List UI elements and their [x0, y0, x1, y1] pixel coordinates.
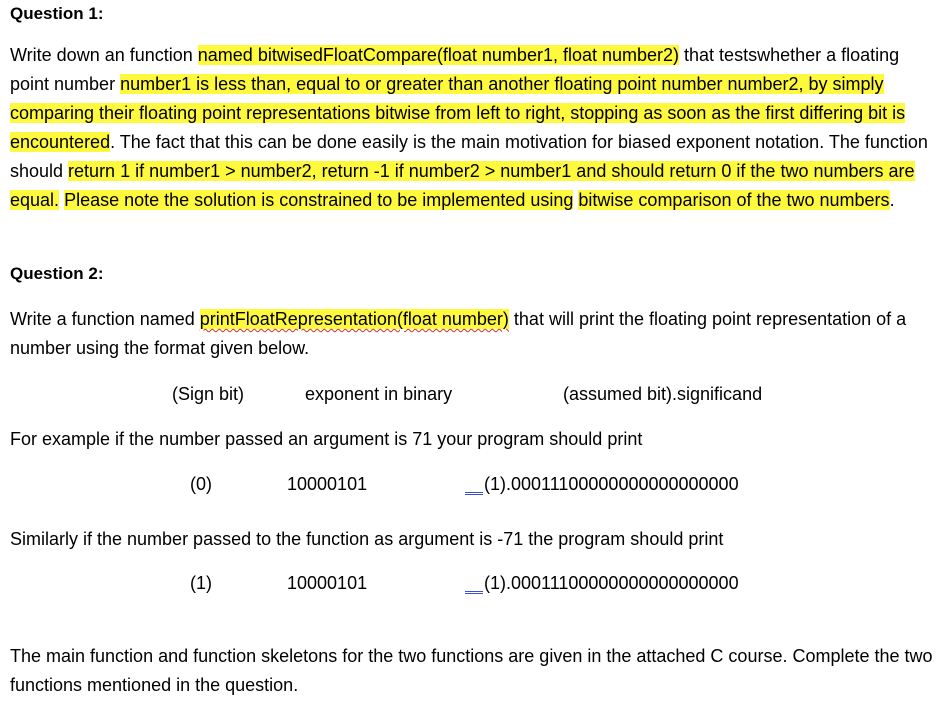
- q2-intro-text-b: that will print the floating point representation of a number using the format given below.: [10, 309, 907, 358]
- example-2-intro: Similarly if the number passed to the function as argument is -71 the program should print: [10, 529, 724, 549]
- example-1-intro: For example if the number passed an argument is 71 your program should print: [10, 429, 643, 449]
- question-2-intro: [10, 305, 942, 363]
- question-1-heading: Question 1:: [10, 4, 104, 23]
- q1-highlight-description: number1 is less than, equal to or greater than another floating point number number2, by simply comparing their floating point representations bitwise from left to right, stopping as soon as the first differing bit is encountered: [10, 74, 906, 152]
- example-1-significand-group: [465, 474, 739, 495]
- q2-intro-text-a: Write a function named: [10, 309, 200, 329]
- format-exponent: exponent in binary: [305, 384, 453, 404]
- example-1-sign: (0): [190, 474, 212, 494]
- example-1-exponent: 10000101: [287, 474, 368, 494]
- example-2-sign: (1): [190, 573, 212, 593]
- q1-highlight-return-values: return 1 if number1 > number2, return -1 if number2 > number1 and should return 0 if the two numbers are equal.: [10, 161, 915, 210]
- closing-paragraph: The main function and function skeletons for the two functions are given in the attached C course. Complete the two functions mentioned in the question.: [10, 646, 933, 695]
- q1-highlight-function-name: named bitwisedFloatCompare(float number1, float number2): [197, 45, 680, 65]
- q1-highlight-constraint: Please note the solution is constrained to be implemented using: [64, 190, 574, 210]
- q1-highlight-bitwise: bitwise comparison of the two numbers: [578, 190, 890, 210]
- q1-text-4: . The fact that this can be done easily is the main motivation for biased exponent notation. The function should: [10, 132, 928, 181]
- anchor-mark-icon: [465, 478, 483, 495]
- example-1-significand: (1).00011100000000000000000: [484, 474, 739, 494]
- format-sign-bit: (Sign bit): [172, 384, 245, 404]
- q2-highlight-function-name: printFloatRepresentation(float number): [199, 309, 509, 329]
- example-2-significand-group: [465, 573, 739, 594]
- example-2-significand: (1).00011100000000000000000: [484, 573, 739, 593]
- q1-text-7: .: [889, 190, 895, 210]
- question-2-heading: Question 2:: [10, 264, 104, 283]
- example-2-exponent: 10000101: [287, 573, 368, 593]
- q1-text-1: Write down an function: [10, 45, 198, 65]
- q1-text-3: whether a floating point number: [10, 45, 900, 94]
- question-1-body: [10, 41, 942, 215]
- anchor-mark-icon: [465, 577, 483, 594]
- format-significand: (assumed bit).significand: [563, 384, 763, 404]
- q1-text-2: that tests: [679, 45, 758, 65]
